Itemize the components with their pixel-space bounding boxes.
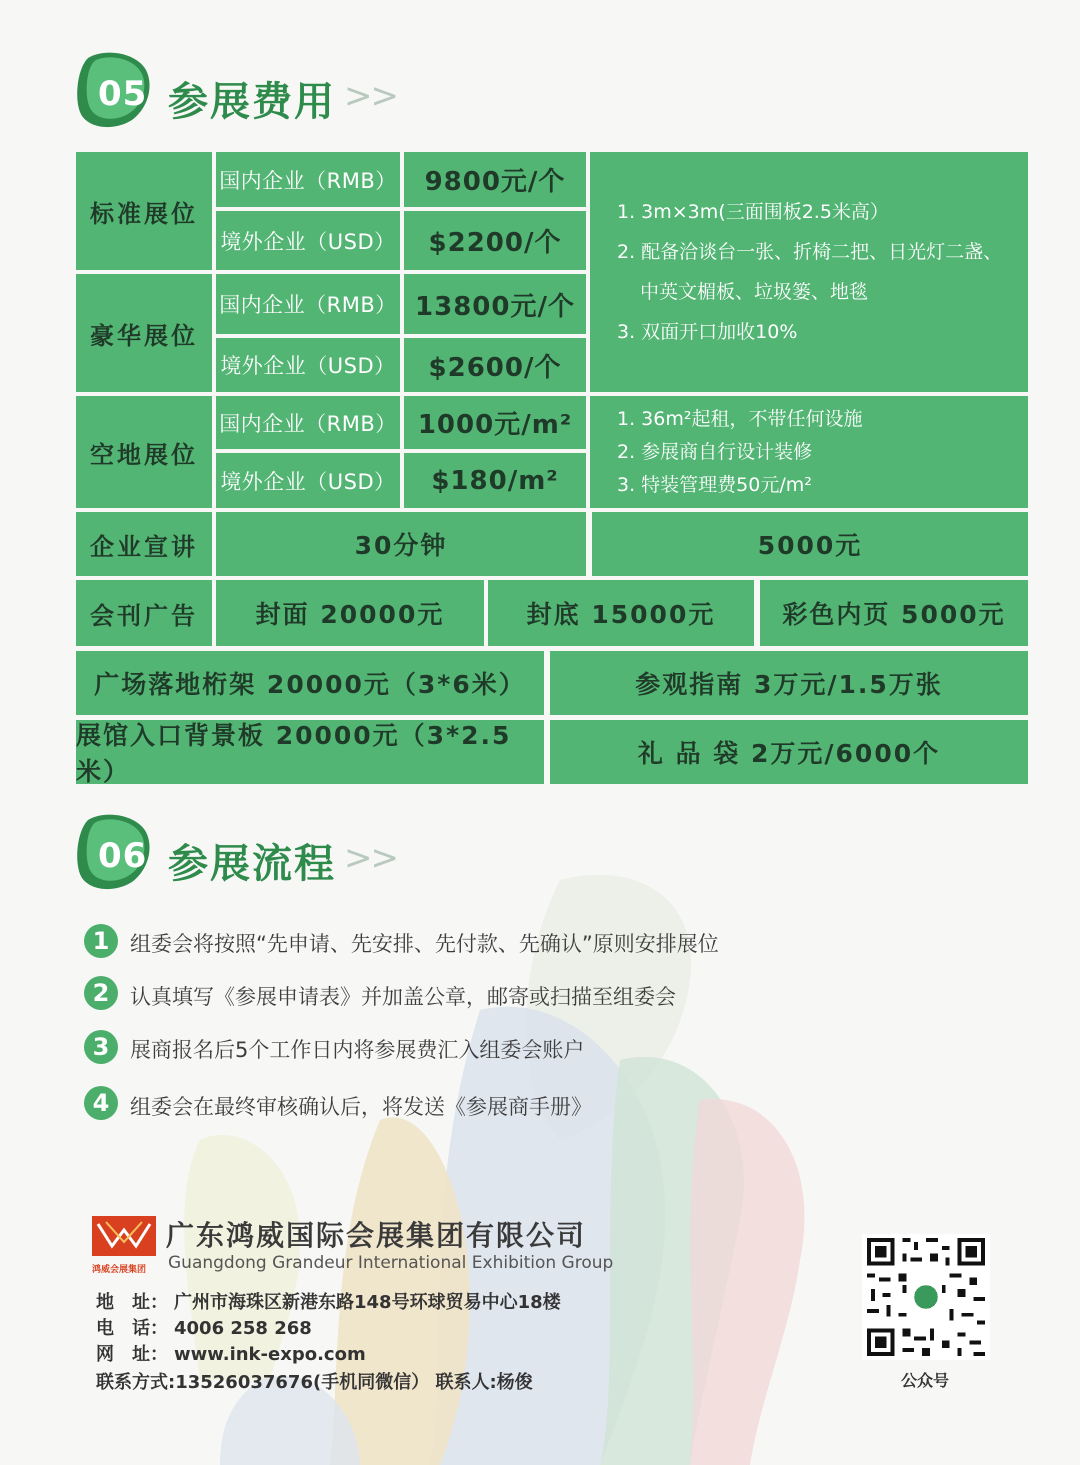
space-domestic-price-cell <box>404 396 586 449</box>
seminar-duration: 30分钟 <box>354 531 448 560</box>
plaza-truss: 广场落地桁架 20000元（3*6米） <box>94 670 526 699</box>
address-row <box>96 1288 561 1314</box>
luxury-booth-category-cell <box>76 274 212 392</box>
seminar-duration-cell <box>216 512 586 576</box>
space-foreign-label: 境外企业（USD） <box>220 469 396 494</box>
entrance-board-cell <box>76 720 544 784</box>
section-06-arrow: >> <box>344 838 397 878</box>
company-name-en: Guangdong Grandeur International Exhibition Group <box>168 1253 614 1273</box>
section-05-number: 05 <box>98 74 148 114</box>
company-logo-icon <box>92 1216 156 1262</box>
space-note-2: 2. 参展商自行设计装修 <box>617 440 813 463</box>
luxury-foreign-label: 境外企业（USD） <box>220 354 396 378</box>
qr-code[interactable] <box>862 1234 990 1360</box>
luxury-foreign-label-cell <box>216 338 400 392</box>
space-foreign-price-cell <box>404 453 586 508</box>
magazine-back: 封底 15000元 <box>526 600 716 629</box>
gift-bag-cell <box>550 720 1028 784</box>
phone-label: 电 话： <box>96 1318 168 1339</box>
website-label: 网 址： <box>96 1344 168 1365</box>
website-row <box>96 1340 366 1366</box>
magazine-inner-cell <box>760 580 1028 646</box>
step-2-text: 认真填写《参展申请表》并加盖公章，邮寄或扫描至组委会 <box>130 985 676 1009</box>
qr-code-caption: 公众号 <box>901 1371 950 1390</box>
standard-domestic-price-cell <box>404 152 586 207</box>
website-value[interactable]: www.ink-expo.com <box>174 1344 366 1365</box>
space-foreign-price: $180/m² <box>431 465 559 496</box>
standard-domestic-price: 9800元/个 <box>424 167 566 197</box>
magazine-label: 会刊广告 <box>90 601 198 630</box>
company-logo-caption: 鸿威会展集团 <box>92 1265 147 1275</box>
seminar-price: 5000元 <box>757 531 863 560</box>
space-note-3: 3. 特装管理费50元/m² <box>617 473 812 496</box>
space-booth-category-cell <box>76 396 212 508</box>
standard-booth-label: 标准展位 <box>90 199 198 228</box>
standard-foreign-price: $2200/个 <box>428 228 562 258</box>
gift-bag: 礼 品 袋 2万元/6000个 <box>637 739 941 768</box>
space-foreign-label-cell <box>216 453 400 508</box>
magazine-category-cell <box>76 580 212 646</box>
step-3-number-icon: 3 <box>84 1030 118 1064</box>
booth-note-3: 3. 双面开口加收10% <box>617 321 798 343</box>
luxury-domestic-label: 国内企业（RMB） <box>219 293 397 317</box>
space-domestic-label: 国内企业（RMB） <box>219 411 397 436</box>
entrance-board: 展馆入口背景板 20000元（3*2.5米） <box>76 721 512 786</box>
step-1-text: 组委会将按照“先申请、先安排、先付款、先确认”原则安排展位 <box>130 932 719 956</box>
magazine-cover: 封面 20000元 <box>255 600 445 629</box>
standard-domestic-label-cell <box>216 152 400 207</box>
phone-row <box>96 1314 312 1340</box>
standard-foreign-label-cell <box>216 211 400 270</box>
luxury-domestic-price: 13800元/个 <box>415 291 575 322</box>
contact-row: 联系方式:13526037676(手机同微信） 联系人:杨俊 <box>96 1372 533 1393</box>
booth-note-1: 1. 3m×3m(三面围板2.5米高） <box>617 201 889 223</box>
space-domestic-price: 1000元/m² <box>417 410 573 440</box>
step-4-number-icon: 4 <box>84 1086 118 1120</box>
step-1-number-icon: 1 <box>84 924 118 958</box>
seminar-price-cell <box>592 512 1028 576</box>
magazine-back-cell <box>488 580 754 646</box>
section-06-number: 06 <box>98 836 148 876</box>
address-value: 广州市海珠区新港东路148号环球贸易中心18楼 <box>174 1292 561 1313</box>
luxury-domestic-price-cell <box>404 274 586 334</box>
address-label: 地 址： <box>96 1292 168 1313</box>
standard-foreign-label: 境外企业（USD） <box>220 229 396 254</box>
qr-code-icon <box>862 1234 990 1360</box>
section-06-title: 参展流程 <box>168 840 336 887</box>
visit-guide: 参观指南 3万元/1.5万张 <box>635 670 943 699</box>
luxury-foreign-price: $2600/个 <box>428 352 562 383</box>
magazine-cover-cell <box>216 580 484 646</box>
company-name-cn: 广东鸿威国际会展集团有限公司 <box>166 1219 587 1252</box>
space-note-1: 1. 36m²起租，不带任何设施 <box>617 407 863 430</box>
standard-booth-category-cell <box>76 152 212 270</box>
visit-guide-cell <box>550 651 1028 715</box>
magazine-inner: 彩色内页 5000元 <box>782 600 1006 629</box>
step-3-text: 展商报名后5个工作日内将参展费汇入组委会账户 <box>130 1038 585 1062</box>
section-05-arrow: >> <box>344 76 397 116</box>
space-notes-cell <box>590 396 1028 508</box>
step-2-number-icon: 2 <box>84 976 118 1010</box>
luxury-foreign-price-cell <box>404 338 586 392</box>
standard-domestic-label: 国内企业（RMB） <box>219 168 397 193</box>
booth-note-2-cont: 中英文楣板、垃圾篓、地毯 <box>640 281 869 303</box>
phone-value: 4006 258 268 <box>174 1318 312 1339</box>
luxury-booth-label: 豪华展位 <box>90 321 198 350</box>
standard-foreign-price-cell <box>404 211 586 270</box>
space-domestic-label-cell <box>216 396 400 449</box>
booth-note-2: 2. 配备洽谈台一张、折椅二把、日光灯二盏、 <box>617 241 1003 263</box>
seminar-label: 企业宣讲 <box>90 532 198 561</box>
luxury-domestic-label-cell <box>216 274 400 334</box>
space-booth-label: 空地展位 <box>90 440 198 469</box>
section-05-title: 参展费用 <box>168 78 336 125</box>
plaza-truss-cell <box>76 651 544 715</box>
step-4-text: 组委会在最终审核确认后，将发送《参展商手册》 <box>130 1095 592 1119</box>
booth-notes-cell <box>590 152 1028 392</box>
seminar-category-cell <box>76 512 212 576</box>
